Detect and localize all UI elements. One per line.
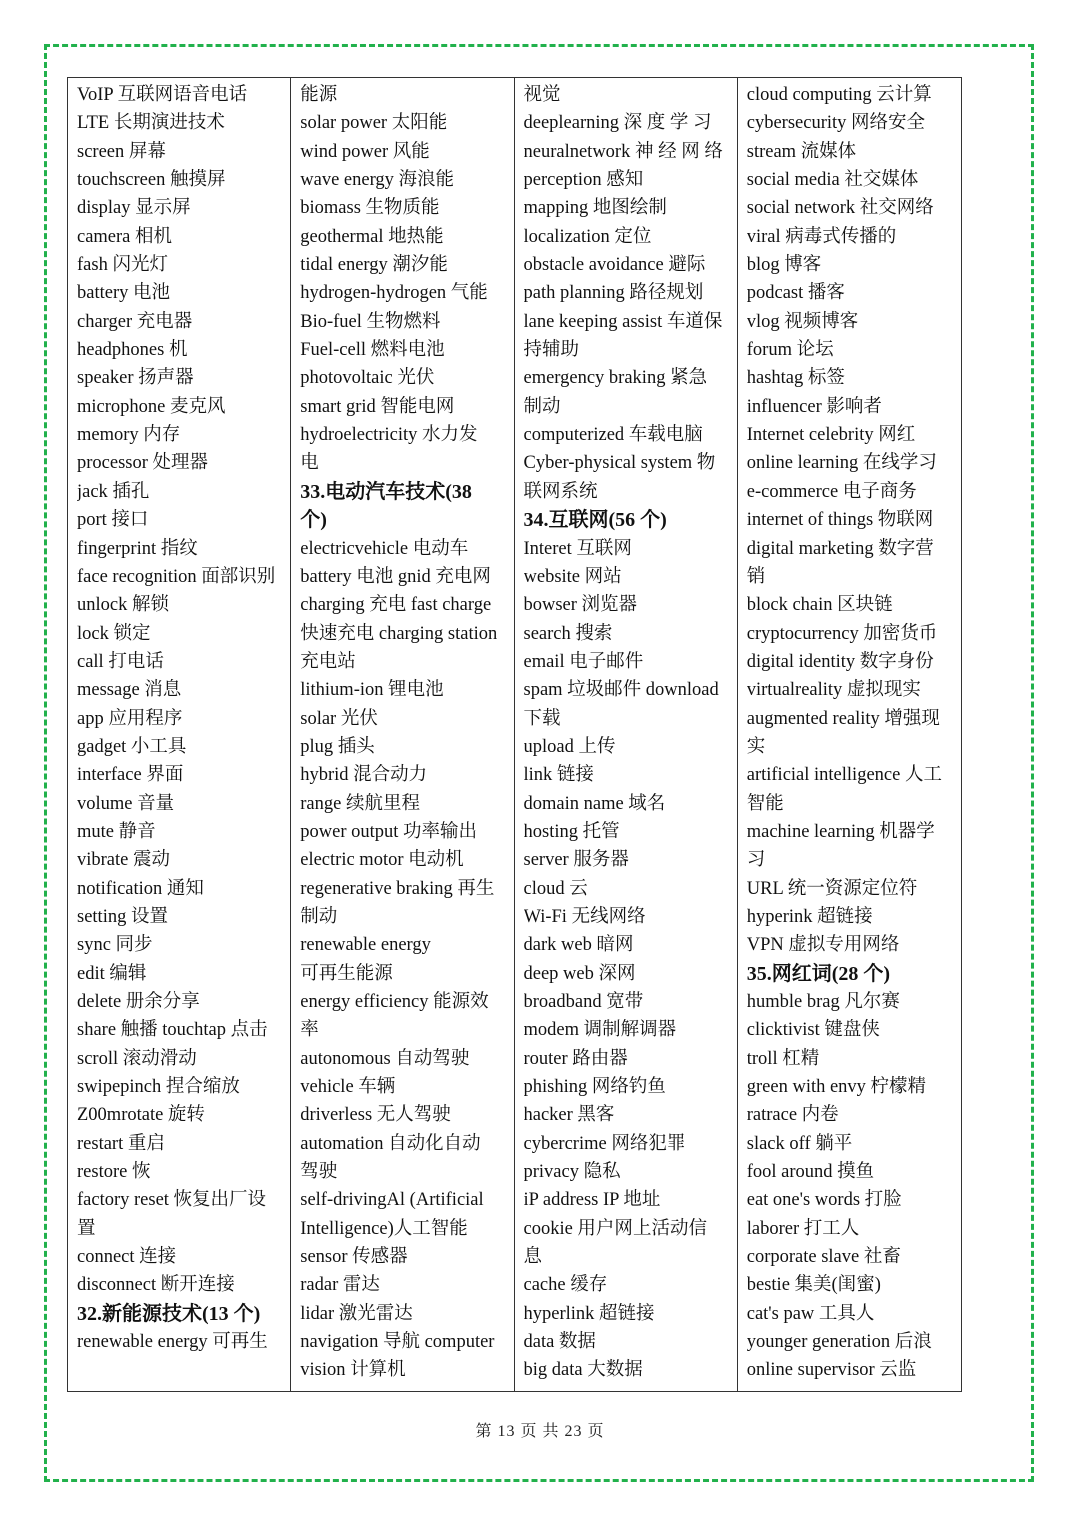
vocab-line: solar power 太阳能 bbox=[300, 113, 448, 134]
vocab-line: router 路由器 bbox=[523, 1048, 628, 1069]
vocab-line: unlock 解锁 bbox=[77, 595, 169, 616]
vocab-line: upload 上传 bbox=[523, 736, 616, 757]
vocab-line: electricvehicle 电动车 bbox=[300, 538, 469, 559]
vocab-line: screen 屏幕 bbox=[77, 141, 166, 162]
vocab-line: battery 电池 bbox=[77, 283, 170, 304]
page-footer: 第 13 页 共 23 页 bbox=[475, 1423, 605, 1440]
vocab-line: younger generation 后浪 bbox=[746, 1332, 932, 1353]
vocab-line: automation 自动化自动 bbox=[300, 1133, 481, 1154]
vocab-line: fool around 摸鱼 bbox=[746, 1162, 875, 1183]
vocab-line: server 服务器 bbox=[523, 850, 629, 871]
vocab-line: 能源 bbox=[300, 85, 338, 105]
vocab-line: 制动 bbox=[523, 396, 561, 417]
vocab-line: app 应用程序 bbox=[77, 708, 183, 729]
vocab-line: mute 静音 bbox=[77, 821, 156, 842]
vocab-line: corporate slave 社畜 bbox=[746, 1247, 901, 1268]
vocab-line: 销 bbox=[746, 566, 766, 587]
vocab-line: social network 社交网络 bbox=[746, 198, 934, 219]
vocab-line: online learning 在线学习 bbox=[746, 453, 937, 474]
vocab-line: lane keeping assist 车道保 bbox=[523, 311, 723, 332]
vocab-line: cookie 用户网上活动信 bbox=[523, 1218, 707, 1239]
vocab-line: digital identity 数字身份 bbox=[746, 651, 934, 672]
vocab-line: mapping 地图绘制 bbox=[523, 198, 667, 219]
vocab-line: 视觉 bbox=[523, 85, 561, 105]
vocab-line: hyperlink 超链接 bbox=[523, 1303, 655, 1324]
vocab-line: LTE 长期演进技术 bbox=[77, 113, 225, 134]
vocab-line: dark web 暗网 bbox=[523, 935, 634, 956]
vocab-line: path planning 路径规划 bbox=[523, 283, 704, 304]
vocab-line: 充电站 bbox=[300, 651, 356, 672]
vocab-line: hashtag 标签 bbox=[746, 368, 845, 389]
section-heading: 34.互联网(56 个) bbox=[523, 509, 667, 532]
vocab-line: notification 通知 bbox=[77, 878, 204, 899]
vocab-line: green with envy 柠檬精 bbox=[746, 1077, 927, 1098]
vocab-line: cryptocurrency 加密货币 bbox=[746, 623, 938, 644]
vocab-line: restore 恢 bbox=[77, 1162, 151, 1183]
vocab-line: cybercrime 网络犯罪 bbox=[523, 1133, 686, 1154]
vocab-line: vehicle 车辆 bbox=[300, 1077, 396, 1098]
vocab-line: machine learning 机器学 bbox=[746, 821, 935, 842]
table-column bbox=[68, 78, 291, 1391]
vocab-line: computerized 车载电脑 bbox=[523, 425, 703, 446]
vocab-line: 持辅助 bbox=[523, 340, 580, 361]
vocab-line: VoIP 互联网语音电话 bbox=[77, 85, 248, 105]
vocab-line: 电 bbox=[300, 453, 319, 474]
vocab-line: vision 计算机 bbox=[300, 1360, 406, 1381]
vocab-line: bowser 浏览器 bbox=[523, 595, 638, 616]
vocab-line: virtualreality 虚拟现实 bbox=[746, 680, 921, 701]
vocab-line: hyperink 超链接 bbox=[746, 906, 873, 927]
vocab-line: display 显示屏 bbox=[77, 198, 191, 219]
vocab-line: headphones 机 bbox=[77, 340, 188, 361]
vocab-line: lithium-ion 锂电池 bbox=[300, 680, 444, 701]
vocab-line: ratrace 内卷 bbox=[746, 1105, 839, 1126]
vocab-line: camera 相机 bbox=[77, 226, 173, 247]
vocab-line: deeplearning 深 度 学 习 bbox=[523, 113, 712, 134]
vocab-line: internet of things 物联网 bbox=[746, 510, 934, 531]
vocab-line: block chain 区块链 bbox=[746, 595, 893, 616]
vocab-line: link 链接 bbox=[523, 765, 594, 786]
vocab-line: autonomous 自动驾驶 bbox=[300, 1048, 470, 1069]
section-heading: 33.电动汽车技术(38 bbox=[300, 480, 472, 503]
vocab-line: online supervisor 云监 bbox=[746, 1360, 917, 1381]
vocab-line: edit 编辑 bbox=[77, 963, 147, 984]
vocab-line: 制动 bbox=[300, 906, 338, 927]
vocab-line: vibrate 震动 bbox=[77, 850, 170, 871]
vocab-line: eat one's words 打脸 bbox=[746, 1190, 902, 1211]
vocab-line: plug 插头 bbox=[300, 736, 375, 757]
vocab-line: sync 同步 bbox=[77, 935, 153, 956]
vocab-line: privacy 隐私 bbox=[523, 1162, 621, 1183]
vocab-line: broadband 宽带 bbox=[523, 992, 644, 1012]
vocab-line: renewable energy bbox=[300, 935, 431, 956]
vocab-line: hybrid 混合动力 bbox=[300, 765, 428, 786]
vocab-line: Cyber-physical system 物 bbox=[523, 453, 716, 474]
vocab-line: forum 论坛 bbox=[746, 340, 834, 361]
vocab-line: cloud 云 bbox=[523, 878, 588, 899]
vocab-line: cache 缓存 bbox=[523, 1275, 608, 1296]
vocab-line: 习 bbox=[746, 850, 766, 871]
vocab-line: hacker 黑客 bbox=[523, 1105, 615, 1126]
vocab-line: sensor 传感器 bbox=[300, 1247, 408, 1268]
vocab-line: cybersecurity 网络安全 bbox=[746, 113, 926, 134]
vocab-line: processor 处理器 bbox=[77, 453, 209, 474]
vocab-line: face recognition 面部识别 bbox=[77, 566, 276, 587]
vocab-line: renewable energy 可再生 bbox=[77, 1332, 268, 1353]
vocab-line: troll 杠精 bbox=[746, 1048, 820, 1069]
vocab-line: neuralnetwork 神 经 网 络 bbox=[523, 141, 723, 162]
vocab-line: fingerprint 指纹 bbox=[77, 538, 198, 559]
vocab-line: swipepinch 捏合缩放 bbox=[77, 1077, 240, 1098]
vocab-line: stream 流媒体 bbox=[746, 141, 857, 162]
section-heading: 个) bbox=[300, 509, 327, 532]
vocab-line: viral 病毒式传播的 bbox=[746, 226, 897, 247]
vocab-line: 快速充电 charging station bbox=[300, 623, 498, 644]
vocab-line: geothermal 地热能 bbox=[300, 226, 444, 247]
vocab-line: memory 内存 bbox=[77, 425, 181, 446]
vocab-line: clicktivist 键盘侠 bbox=[746, 1020, 880, 1041]
vocab-line: wind power 风能 bbox=[300, 141, 430, 162]
vocab-line: delete 册余分享 bbox=[77, 992, 200, 1012]
vocab-line: navigation 导航 computer bbox=[300, 1332, 495, 1353]
vocab-line: 可再生能源 bbox=[300, 963, 393, 984]
vocab-line: driverless 无人驾驶 bbox=[300, 1105, 451, 1126]
vocab-line: 率 bbox=[300, 1020, 319, 1041]
vocab-line: 置 bbox=[77, 1218, 96, 1239]
vocab-line: touchscreen 触摸屏 bbox=[77, 170, 226, 191]
vocab-line: radar 雷达 bbox=[300, 1275, 380, 1296]
vocab-line: factory reset 恢复出厂设 bbox=[77, 1190, 267, 1211]
vocab-line: battery 电池 gnid 充电网 bbox=[300, 566, 491, 587]
vocab-line: laborer 打工人 bbox=[746, 1218, 860, 1239]
vocab-line: URL 统一资源定位符 bbox=[746, 878, 918, 899]
vocab-line: modem 调制解调器 bbox=[523, 1020, 677, 1041]
vocab-line: Intelligence)人工智能 bbox=[300, 1218, 468, 1239]
vocab-line: share 触播 touchtap 点击 bbox=[77, 1020, 268, 1041]
vocab-line: interface 界面 bbox=[77, 765, 184, 786]
section-heading: 35.网红词(28 个) bbox=[746, 962, 891, 985]
vocab-line: jack 插孔 bbox=[77, 481, 150, 502]
vocab-line: setting 设置 bbox=[77, 906, 168, 927]
table-column bbox=[515, 78, 738, 1391]
vocab-line: perception 感知 bbox=[523, 170, 644, 191]
vocab-line: disconnect 断开连接 bbox=[77, 1275, 235, 1296]
vocab-line: message 消息 bbox=[77, 680, 182, 701]
vocab-line: blog 博客 bbox=[746, 255, 822, 276]
vocab-line: speaker 扬声器 bbox=[77, 368, 194, 389]
vocab-line: artificial intelligence 人工 bbox=[746, 765, 942, 786]
vocab-line: tidal energy 潮汐能 bbox=[300, 255, 448, 276]
vocab-line: website 网站 bbox=[523, 566, 622, 587]
vocab-line: VPN 虚拟专用网络 bbox=[746, 935, 900, 956]
vocab-line: power output 功率输出 bbox=[300, 821, 478, 842]
vocab-line: biomass 生物质能 bbox=[300, 198, 440, 219]
vocab-line: microphone 麦克风 bbox=[77, 396, 226, 417]
vocab-line: 智能 bbox=[746, 793, 784, 814]
vocab-line: wave energy 海浪能 bbox=[300, 170, 455, 191]
vocab-line: photovoltaic 光伏 bbox=[300, 368, 435, 389]
vocab-line: hydroelectricity 水力发 bbox=[300, 425, 478, 446]
vocab-line: influencer 影响者 bbox=[746, 396, 882, 417]
vocab-line: volume 音量 bbox=[77, 793, 175, 814]
vocab-line: vlog 视频博客 bbox=[746, 311, 859, 332]
vocab-line: hydrogen-hydrogen 气能 bbox=[300, 283, 488, 304]
vocab-line: regenerative braking 再生 bbox=[300, 878, 495, 899]
table-column bbox=[738, 78, 961, 1391]
vocab-line: phishing 网络钓鱼 bbox=[523, 1077, 666, 1098]
vocab-line: self-drivingAl (Artificial bbox=[300, 1190, 484, 1211]
vocab-line: Fuel-cell 燃料电池 bbox=[300, 340, 445, 361]
vocab-line: obstacle avoidance 避际 bbox=[523, 255, 706, 276]
vocab-line: charging 充电 fast charge bbox=[300, 595, 492, 616]
vocab-line: call 打电话 bbox=[77, 651, 164, 672]
vocab-line: restart 重启 bbox=[77, 1133, 165, 1154]
vocab-line: Z00mrotate 旋转 bbox=[77, 1105, 205, 1126]
vocab-line: data 数据 bbox=[523, 1332, 596, 1353]
section-heading: 32.新能源技术(13 个) bbox=[77, 1302, 261, 1325]
vocab-line: 息 bbox=[523, 1247, 543, 1268]
vocab-line: electric motor 电动机 bbox=[300, 850, 464, 871]
vocab-line: solar 光伏 bbox=[300, 708, 378, 729]
vocab-line: lock 锁定 bbox=[77, 623, 151, 644]
vocab-line: localization 定位 bbox=[523, 226, 652, 247]
vocab-line: podcast 播客 bbox=[746, 283, 845, 304]
vocab-line: smart grid 智能电网 bbox=[300, 396, 455, 417]
vocab-line: domain name 域名 bbox=[523, 793, 666, 814]
vocab-line: fash 闪光灯 bbox=[77, 255, 168, 276]
vocab-line: scroll 滚动滑动 bbox=[77, 1048, 197, 1069]
vocabulary-table bbox=[67, 77, 962, 1392]
vocab-line: augmented reality 增强现 bbox=[746, 708, 940, 729]
vocab-line: lidar 激光雷达 bbox=[300, 1303, 413, 1324]
vocab-line: email 电子邮件 bbox=[523, 651, 644, 672]
vocab-line: social media 社交媒体 bbox=[746, 170, 919, 191]
vocab-line: 联网系统 bbox=[523, 481, 598, 502]
vocab-line: Interet 互联网 bbox=[523, 538, 632, 559]
vocab-line: charger 充电器 bbox=[77, 311, 193, 332]
vocab-line: 实 bbox=[746, 736, 766, 757]
table-column bbox=[291, 78, 514, 1391]
vocab-line: deep web 深网 bbox=[523, 963, 636, 984]
vocab-line: digital marketing 数字营 bbox=[746, 538, 934, 559]
vocab-line: port 接口 bbox=[77, 510, 149, 531]
vocab-line: gadget 小工具 bbox=[77, 736, 187, 757]
vocab-line: hosting 托管 bbox=[523, 821, 620, 842]
vocab-line: Wi-Fi 无线网络 bbox=[523, 906, 646, 927]
vocab-line: range 续航里程 bbox=[300, 793, 420, 814]
vocab-line: 驾驶 bbox=[300, 1162, 338, 1183]
vocab-line: 下载 bbox=[523, 708, 561, 729]
vocab-line: Bio-fuel 生物燃料 bbox=[300, 311, 441, 332]
vocab-line: humble brag 凡尔赛 bbox=[746, 992, 900, 1012]
vocab-line: energy efficiency 能源效 bbox=[300, 992, 489, 1012]
vocab-line: slack off 躺平 bbox=[746, 1133, 853, 1154]
vocab-line: cloud computing 云计算 bbox=[746, 85, 932, 105]
vocab-line: connect 连接 bbox=[77, 1247, 177, 1268]
vocab-line: bestie 集美(闺蜜) bbox=[746, 1275, 881, 1296]
vocab-line: Internet celebrity 网红 bbox=[746, 425, 916, 446]
vocab-line: e-commerce 电子商务 bbox=[746, 481, 917, 502]
vocab-line: cat's paw 工具人 bbox=[746, 1303, 875, 1324]
vocab-line: big data 大数据 bbox=[523, 1360, 643, 1381]
vocab-line: search 搜索 bbox=[523, 623, 613, 644]
vocab-line: emergency braking 紧急 bbox=[523, 368, 708, 389]
vocab-line: iP address IP 地址 bbox=[523, 1190, 661, 1211]
vocab-line: spam 垃圾邮件 download bbox=[523, 680, 719, 701]
